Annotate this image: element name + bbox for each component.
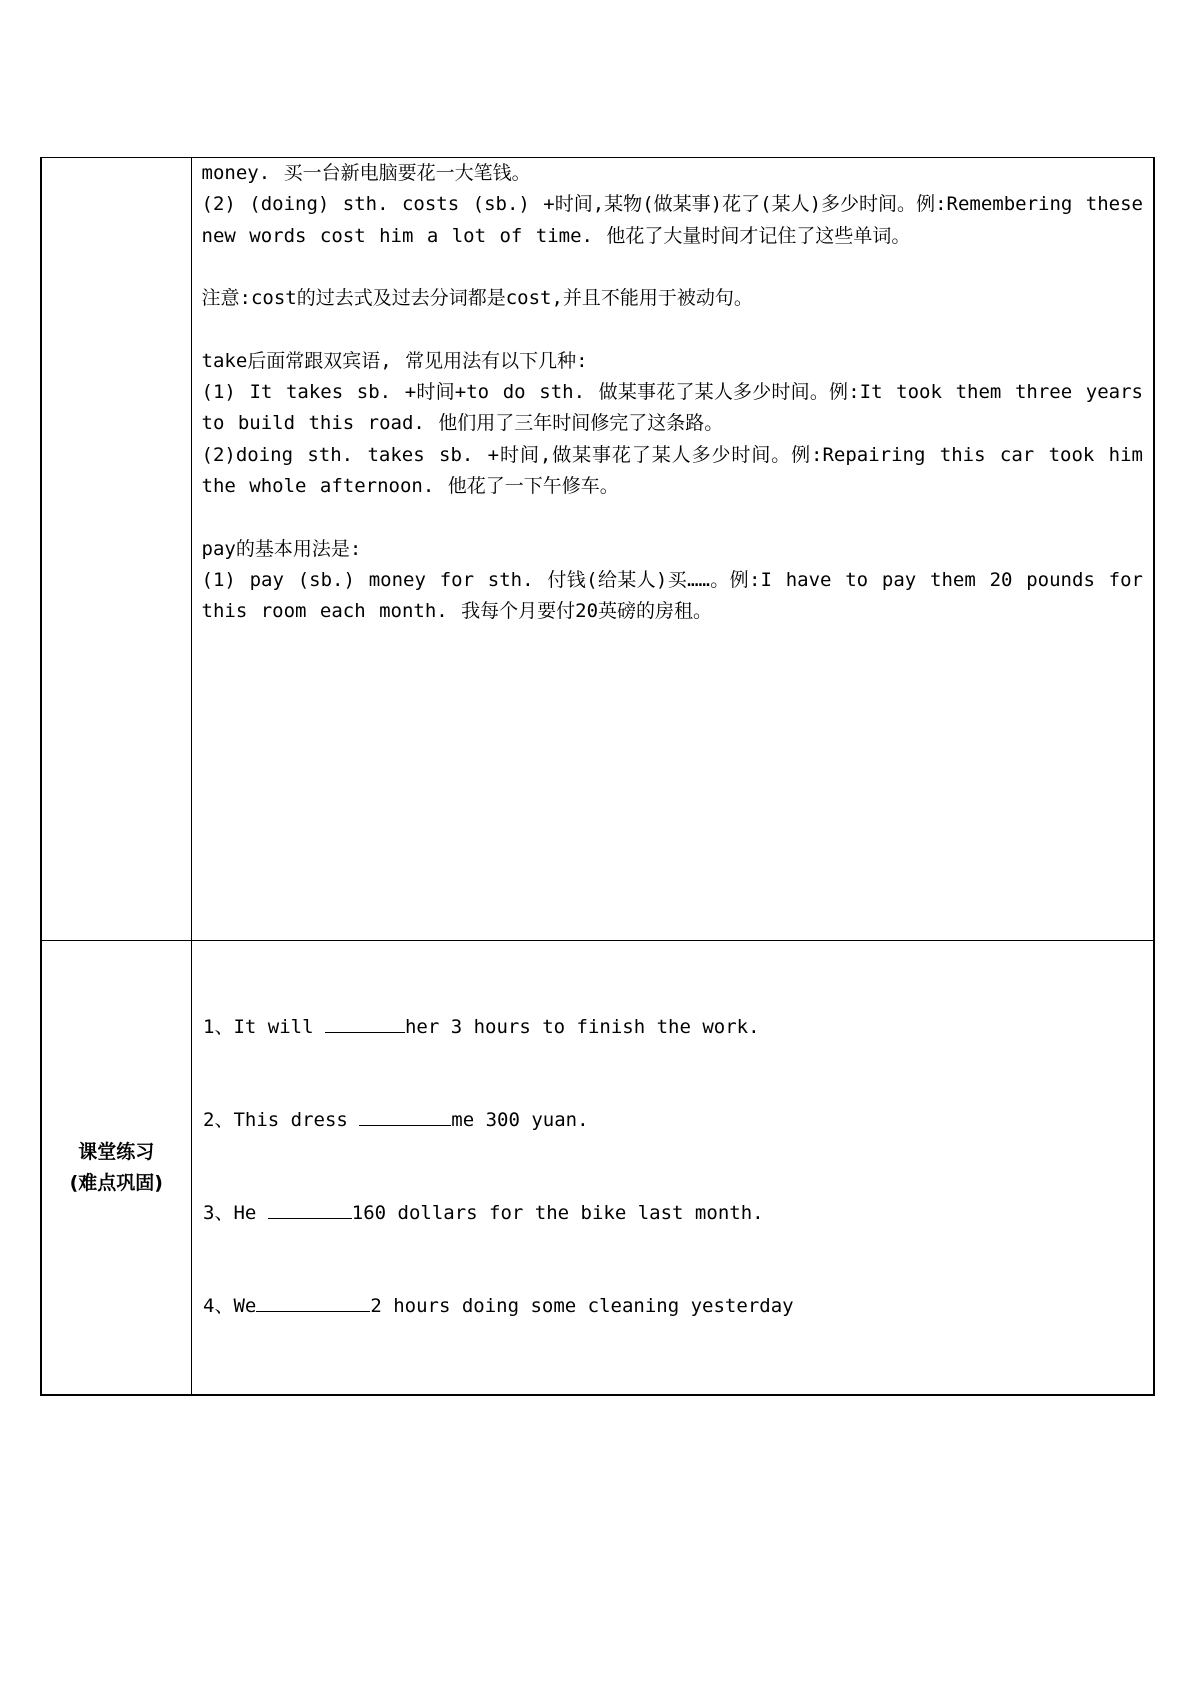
notes-line: (1) pay (sb.) money for sth. 付钱(给某人)买……。例:I have to pay them 20 pounds for this room each month. 我每个月要付20英磅的房租。 [201,568,1143,623]
notes-line: (2)doing sth. takes sb. +时间,做某事花了某人多少时间。例:Repairing this car took him the whole afternoon. 他花了一下午修车。 [201,443,1143,497]
exercise-label-subtitle: (难点巩固) [69,1171,163,1194]
notes-line: take后面常跟双宾语, 常见用法有以下几种: [201,349,588,372]
exercise-label-title: 课堂练习 [78,1140,155,1163]
notes-line: 注意:cost的过去式及过去分词都是cost,并且不能用于被动句。 [201,287,753,310]
exercise-prefix: 4、We [203,1295,257,1317]
notes-row [41,158,1154,941]
notes-line: money. 买一台新电脑要花一大笔钱。 [201,162,531,184]
answer-blank[interactable] [268,1200,352,1219]
answer-blank[interactable] [359,1107,451,1126]
notes-spacer [202,502,1144,533]
exercise-suffix: 160 dollars for the bike last month. [351,1202,764,1224]
exercise-prefix: 3、He [203,1202,268,1224]
exercise-label-cell [41,941,191,1396]
notes-line: (2) (doing) sth. costs (sb.) +时间,某物(做某事)花了(某人)多少时间。例:Remembering these new words cost him a lot of time. 他花了大量时间才记住了这些单词。 [201,193,1143,247]
notes-spacer [202,314,1144,345]
exercise-prefix: 1、It will [203,1016,325,1038]
notes-content-cell [191,158,1154,941]
exercise-suffix: 2 hours doing some cleaning yesterday [370,1295,794,1317]
exercise-prefix: 2、This dress [203,1109,360,1131]
exercise-row [41,941,1154,1396]
exercise-item [203,1198,764,1228]
exercise-item [203,1291,794,1321]
exercise-content-cell [191,941,1154,1396]
exercise-suffix: me 300 yuan. [451,1109,589,1131]
notes-spacer [202,252,1144,283]
notes-line: (1) It takes sb. +时间+to do sth. 做某事花了某人多少时间。例:It took them three years to build this road. 他们用了三年时间修完了这条路。 [201,381,1143,435]
notes-label-cell [41,158,191,941]
exercise-item [203,1012,760,1042]
exercise-suffix: her 3 hours to finish the work. [404,1016,760,1038]
exercise-item [203,1105,589,1135]
answer-blank[interactable] [256,1293,370,1312]
notes-line: pay的基本用法是: [201,537,362,560]
answer-blank[interactable] [325,1014,405,1033]
